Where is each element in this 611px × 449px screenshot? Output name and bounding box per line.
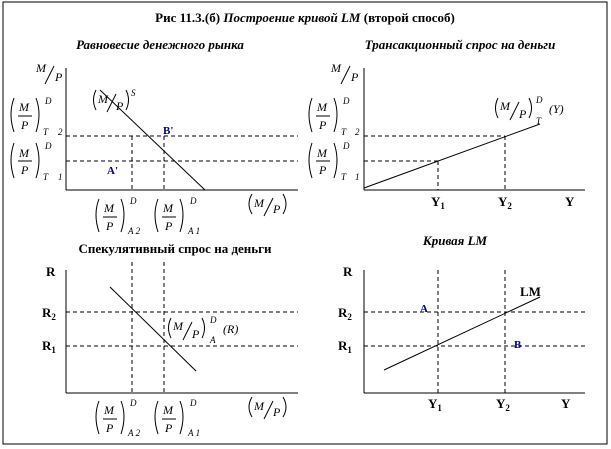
panel-speculative-demand [42,241,298,438]
panel-lm-curve [338,233,585,413]
svg-text:M: M [98,92,108,106]
svg-text:P: P [106,421,114,435]
svg-text:P: P [55,70,63,84]
svg-text:P: P [106,219,114,233]
svg-text:M: M [254,399,264,413]
svg-text:D: D [45,96,52,106]
svg-text:M: M [104,403,114,417]
svg-text:M: M [317,146,327,160]
y-tick-r2 [338,305,352,322]
svg-text:D: D [130,398,137,408]
svg-text:M: M [163,201,173,215]
panel-title: Кривая LM [422,233,488,248]
lm-curve-label: LM [520,284,541,299]
figure-title: Рис 11.3.(б) Построение кривой LM (второй способ) [155,10,455,25]
svg-text:D: D [45,141,52,151]
svg-text:Y2: $Y_2$ [496,396,510,413]
svg-text:2: 2 [355,127,360,137]
svg-text:R2: $R_2$ [42,305,56,322]
svg-text:P: P [21,118,29,132]
point-a-prime: A' [107,165,118,177]
x-tick-y1 [431,194,445,211]
svg-text:P: P [192,327,200,341]
transaction-curve-label [496,95,564,126]
svg-text:D: D [190,398,197,408]
svg-text:P: P [165,421,173,435]
svg-text:A 1: A 1 [188,226,201,236]
svg-text:P: P [319,118,327,132]
svg-text:P: P [165,219,173,233]
svg-text:T: T [536,116,542,126]
outer-border [3,2,607,444]
x-tick-label-1 [96,398,141,438]
svg-text:M: M [163,403,173,417]
svg-text:M: M [36,61,46,75]
y-tick-r1 [338,338,352,355]
svg-text:(Y): (Y) [549,102,564,116]
svg-text:M: M [254,196,264,210]
speculative-demand-line [110,287,196,371]
svg-text:A: A [210,335,216,345]
svg-text:Y1: $Y_1$ [428,396,442,413]
svg-text:M: M [331,61,341,75]
x-tick-y1 [428,396,442,413]
svg-text:P: P [351,70,359,84]
svg-text:T: T [43,127,49,137]
svg-text:R2: $R_2$ [338,305,352,322]
svg-text:M: M [317,100,327,114]
x-axis-label: Y [561,396,571,411]
y-tick-r1 [42,338,56,355]
point-b-prime: B' [163,125,174,137]
panel-title: Равновесие денежного рынка [76,37,244,52]
supply-curve-label [94,88,137,113]
svg-text:P: P [273,202,281,216]
y-axis-label [35,61,63,84]
svg-text:P: P [116,99,124,113]
y-tick-label-bottom [11,141,63,182]
x-tick-label-2 [155,398,200,438]
svg-text:1: 1 [355,172,360,182]
y-axis-label: R [46,264,56,279]
svg-text:S: S [131,88,136,98]
svg-text:D: D [343,96,350,106]
y-tick-label-top [309,96,360,137]
x-axis-label [249,397,286,419]
svg-text:T: T [43,172,49,182]
panel-money-market [11,37,298,236]
x-axis-label: Y [565,194,575,209]
svg-text:(R): (R) [223,322,239,336]
transaction-demand-line [364,124,540,188]
svg-text:D: D [343,141,350,151]
svg-text:D: D [130,196,137,206]
x-tick-y2 [498,194,512,211]
svg-text:A 2: A 2 [128,226,141,236]
svg-text:2: 2 [58,127,63,137]
svg-text:P: P [319,163,327,177]
y-tick-r2 [42,305,56,322]
speculative-curve-label [169,315,239,345]
svg-text:P: P [273,405,281,419]
panel-title: Спекулятивный спрос на деньги [78,241,272,256]
x-axis-label [249,194,286,216]
svg-text:P: P [21,163,29,177]
y-axis-label: R [343,264,353,279]
y-axis-label [330,61,359,84]
y-tick-label-top [11,96,63,137]
x-tick-label-2 [155,196,200,236]
svg-text:T: T [341,172,347,182]
svg-text:Y2: $Y_2$ [498,194,512,211]
svg-text:R1: $R_1$ [338,338,352,355]
svg-text:T: T [341,127,347,137]
svg-text:M: M [104,201,114,215]
svg-text:Y1: $Y_1$ [431,194,445,211]
svg-text:M: M [500,99,510,113]
svg-text:A 1: A 1 [188,428,201,438]
panel-transaction-demand [309,37,585,211]
lm-line [384,297,540,370]
svg-text:D: D [210,315,217,325]
svg-text:P: P [519,107,527,121]
svg-text:A 2: A 2 [128,428,141,438]
svg-text:M: M [19,100,29,114]
svg-text:D: D [190,196,197,206]
y-tick-label-bottom [309,141,360,182]
svg-text:1: 1 [58,172,63,182]
svg-text:D: D [536,95,543,105]
x-tick-label-1 [96,196,141,236]
point-b: B [514,339,522,351]
svg-text:R1: $R_1$ [42,338,56,355]
svg-text:M: M [19,146,29,160]
point-a: A [420,303,428,315]
x-tick-y2 [496,396,510,413]
svg-text:M: M [173,319,183,333]
panel-title: Трансакционный спрос на деньги [364,37,556,52]
